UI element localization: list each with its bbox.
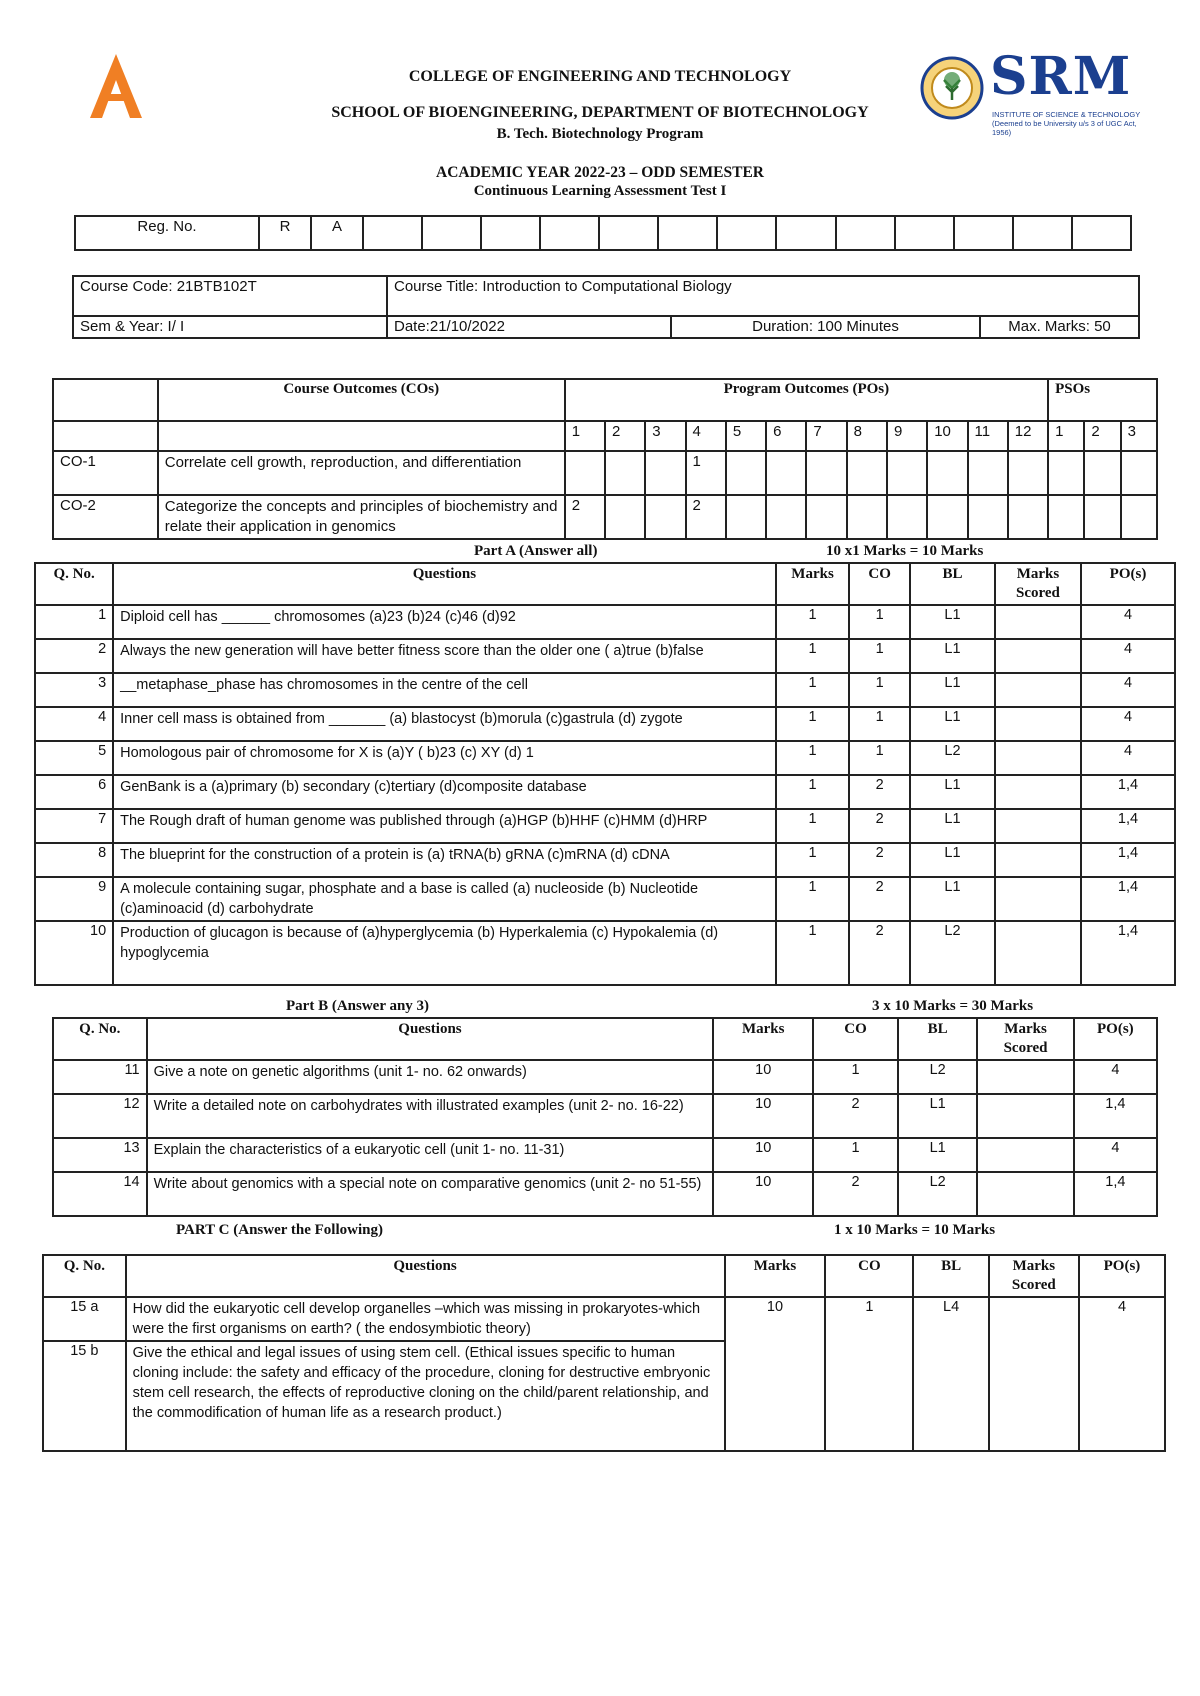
question-marks: 1	[776, 775, 850, 809]
reg-digit[interactable]	[717, 216, 776, 250]
co-header: Course Outcomes (COs)	[158, 379, 565, 421]
marks-scored-cell[interactable]	[995, 843, 1081, 877]
marks-scored-cell[interactable]	[995, 775, 1081, 809]
question-co: 1	[813, 1060, 898, 1094]
co-id: CO-1	[53, 451, 158, 495]
question-co: 2	[849, 921, 910, 985]
question-text: Diploid cell has ______ chromosomes (a)23 (b)24 (c)46 (d)92	[113, 605, 776, 639]
po-number: 1	[565, 421, 605, 451]
college-title: COLLEGE OF ENGINEERING AND TECHNOLOGY	[408, 68, 792, 85]
question-marks: 1	[776, 809, 850, 843]
column-header: CO	[825, 1255, 913, 1297]
question-bl: L1	[898, 1138, 977, 1172]
question-marks: 1	[776, 877, 850, 921]
question-po: 1,4	[1081, 809, 1175, 843]
question-po: 1,4	[1081, 877, 1175, 921]
question-number: 6	[35, 775, 113, 809]
part-c-table	[42, 1254, 1166, 1452]
co-po-value	[968, 451, 1008, 495]
question-marks: 10	[713, 1060, 813, 1094]
column-header: CO	[849, 563, 910, 605]
question-co: 2	[849, 877, 910, 921]
pso-number: 3	[1121, 421, 1157, 451]
outcomes-table	[52, 378, 1158, 540]
po-number: 9	[887, 421, 927, 451]
question-po: 4	[1081, 707, 1175, 741]
question-text: __metaphase_phase has chromosomes in the centre of the cell	[113, 673, 776, 707]
question-marks: 1	[776, 921, 850, 985]
question-row	[35, 673, 1175, 707]
question-number: 15 b	[43, 1341, 126, 1451]
co-po-value	[565, 451, 605, 495]
question-bl: L1	[910, 673, 995, 707]
question-row	[35, 707, 1175, 741]
question-row	[35, 639, 1175, 673]
co-row	[53, 495, 1157, 539]
column-header: Questions	[147, 1018, 714, 1060]
question-co: 1	[849, 673, 910, 707]
question-po: 1,4	[1074, 1094, 1157, 1138]
column-header: Q. No.	[35, 563, 113, 605]
question-number: 13	[53, 1138, 147, 1172]
question-co: 2	[849, 809, 910, 843]
part-a-marks: 10 x1 Marks = 10 Marks	[826, 543, 984, 559]
question-bl: L1	[910, 843, 995, 877]
question-marks: 1	[776, 843, 850, 877]
marks-scored-cell[interactable]	[995, 707, 1081, 741]
question-row	[35, 605, 1175, 639]
question-po: 4	[1074, 1060, 1157, 1094]
srm-wordmark: SRM	[990, 46, 1132, 107]
question-number: 10	[35, 921, 113, 985]
test-title: Continuous Learning Assessment Test I	[473, 183, 727, 199]
co-po-value	[605, 451, 645, 495]
question-co: 1	[849, 707, 910, 741]
co-po-value	[927, 451, 967, 495]
column-header: Q. No.	[43, 1255, 126, 1297]
marks-scored-cell[interactable]	[977, 1060, 1073, 1094]
co-pso-value	[1121, 451, 1157, 495]
reg-digit[interactable]	[1013, 216, 1072, 250]
question-number: 2	[35, 639, 113, 673]
question-text: Homologous pair of chromosome for X is (a)Y ( b)23 (c) XY (d) 1	[113, 741, 776, 775]
question-text: A molecule containing sugar, phosphate and a base is called (a) nucleoside (b) Nucleotide (c)aminoacid (d) carbohydrate	[113, 877, 776, 921]
co-po-value: 1	[686, 451, 726, 495]
co-po-value	[605, 495, 645, 539]
co-po-value	[766, 495, 806, 539]
column-header: CO	[813, 1018, 898, 1060]
column-header: Questions	[113, 563, 776, 605]
question-row	[53, 1172, 1157, 1216]
marks-scored-cell[interactable]	[995, 877, 1081, 921]
question-bl: L2	[910, 921, 995, 985]
co-po-value	[726, 495, 766, 539]
question-row	[35, 741, 1175, 775]
co-pso-value	[1084, 495, 1120, 539]
question-text: Explain the characteristics of a eukaryotic cell (unit 1- no. 11-31)	[147, 1138, 714, 1172]
question-bl: L1	[910, 877, 995, 921]
co-po-value	[1008, 495, 1048, 539]
question-co: 1	[813, 1138, 898, 1172]
question-row	[35, 775, 1175, 809]
reg-digit[interactable]	[1072, 216, 1131, 250]
course-info-table	[72, 275, 1140, 339]
question-po: 4	[1081, 605, 1175, 639]
question-marks: 10	[713, 1138, 813, 1172]
question-row	[43, 1297, 1165, 1341]
question-row	[35, 921, 1175, 985]
question-number: 5	[35, 741, 113, 775]
marks-scored-cell[interactable]	[995, 809, 1081, 843]
question-number: 4	[35, 707, 113, 741]
reg-a: A	[311, 216, 363, 250]
part-c-title: PART C (Answer the Following)	[176, 1222, 383, 1238]
co-pso-value	[1121, 495, 1157, 539]
part-b-marks: 3 x 10 Marks = 30 Marks	[872, 998, 1034, 1014]
question-po: 1,4	[1074, 1172, 1157, 1216]
question-bl: L4	[913, 1297, 988, 1451]
srm-subtitle: INSTITUTE OF SCIENCE & TECHNOLOGY (Deemed to be University u/s 3 of UGC Act, 1956)	[992, 110, 1141, 137]
column-header: PO(s)	[1081, 563, 1175, 605]
pso-number: 2	[1084, 421, 1120, 451]
po-number: 8	[847, 421, 887, 451]
academic-year: ACADEMIC YEAR 2022-23 – ODD SEMESTER	[436, 164, 764, 181]
reg-digit[interactable]	[599, 216, 658, 250]
reg-no-table	[74, 215, 1132, 251]
marks-scored-cell[interactable]	[995, 605, 1081, 639]
marks-scored-cell[interactable]	[977, 1172, 1073, 1216]
question-po: 4	[1081, 639, 1175, 673]
question-bl: L1	[910, 639, 995, 673]
srm-logo	[920, 46, 1150, 137]
co-po-value	[927, 495, 967, 539]
question-po: 1,4	[1081, 921, 1175, 985]
course-code: Course Code: 21BTB102T	[73, 276, 387, 316]
question-co: 1	[849, 605, 910, 639]
question-marks: 1	[776, 639, 850, 673]
question-text: Always the new generation will have better fitness score than the older one ( a)true (b)false	[113, 639, 776, 673]
column-header: Questions	[126, 1255, 725, 1297]
po-number: 5	[726, 421, 766, 451]
question-number: 3	[35, 673, 113, 707]
co-po-value	[806, 451, 846, 495]
marks-scored-cell[interactable]	[995, 639, 1081, 673]
co-po-value: 2	[565, 495, 605, 539]
question-text: Give a note on genetic algorithms (unit 1- no. 62 onwards)	[147, 1060, 714, 1094]
co-po-value: 2	[686, 495, 726, 539]
column-header: Marks Scored	[977, 1018, 1073, 1060]
question-number: 11	[53, 1060, 147, 1094]
question-text: The Rough draft of human genome was published through (a)HGP (b)HHF (c)HMM (d)HRP	[113, 809, 776, 843]
question-bl: L1	[910, 605, 995, 639]
question-text: How did the eukaryotic cell develop organelles –which was missing in prokaryotes-which were the first organisms on earth? ( the endosymbiotic theory)	[126, 1297, 725, 1341]
co-po-value	[847, 451, 887, 495]
question-marks: 1	[776, 605, 850, 639]
question-co: 2	[813, 1094, 898, 1138]
po-number: 7	[806, 421, 846, 451]
question-co: 2	[849, 843, 910, 877]
question-co: 1	[849, 639, 910, 673]
question-row	[53, 1138, 1157, 1172]
school-title: SCHOOL OF BIOENGINEERING, DEPARTMENT OF BIOTECHNOLOGY	[331, 104, 869, 121]
question-po: 4	[1081, 673, 1175, 707]
column-header: BL	[898, 1018, 977, 1060]
question-co: 2	[849, 775, 910, 809]
reg-no-label: Reg. No.	[75, 216, 259, 250]
question-po: 4	[1081, 741, 1175, 775]
marks-scored-cell[interactable]	[977, 1138, 1073, 1172]
reg-digit[interactable]	[836, 216, 895, 250]
question-row	[35, 843, 1175, 877]
question-co: 1	[825, 1297, 913, 1451]
po-number: 6	[766, 421, 806, 451]
max-marks: Max. Marks: 50	[980, 316, 1139, 338]
part-b-title: Part B (Answer any 3)	[286, 998, 430, 1014]
column-header: Marks Scored	[989, 1255, 1079, 1297]
course-title: Course Title: Introduction to Computational Biology	[387, 276, 1139, 316]
question-text: The blueprint for the construction of a protein is (a) tRNA(b) gRNA (c)mRNA (d) cDNA	[113, 843, 776, 877]
reg-digit[interactable]	[363, 216, 422, 250]
question-row	[53, 1060, 1157, 1094]
question-number: 9	[35, 877, 113, 921]
question-bl: L1	[910, 809, 995, 843]
question-text: Production of glucagon is because of (a)hyperglycemia (b) Hyperkalemia (c) Hypokalemia (d) hypoglycemia	[113, 921, 776, 985]
marks-scored-cell[interactable]	[995, 673, 1081, 707]
question-marks: 1	[776, 741, 850, 775]
co-po-value	[726, 451, 766, 495]
exam-date: Date:21/10/2022	[387, 316, 671, 338]
po-number: 2	[605, 421, 645, 451]
program-title: B. Tech. Biotechnology Program	[496, 126, 704, 142]
question-po: 4	[1074, 1138, 1157, 1172]
co-row	[53, 451, 1157, 495]
question-bl: L2	[898, 1172, 977, 1216]
duration: Duration: 100 Minutes	[671, 316, 980, 338]
question-marks: 10	[713, 1094, 813, 1138]
question-po: 4	[1079, 1297, 1165, 1451]
reg-r: R	[259, 216, 311, 250]
reg-digit[interactable]	[481, 216, 540, 250]
question-bl: L1	[910, 707, 995, 741]
co-po-value	[887, 495, 927, 539]
question-marks: 10	[725, 1297, 826, 1451]
reg-digit[interactable]	[658, 216, 717, 250]
co-id: CO-2	[53, 495, 158, 539]
question-co: 1	[849, 741, 910, 775]
co-po-value	[887, 451, 927, 495]
co-po-value	[766, 451, 806, 495]
co-text: Correlate cell growth, reproduction, and differentiation	[158, 451, 565, 495]
po-number: 3	[645, 421, 685, 451]
co-text: Categorize the concepts and principles of biochemistry and relate their application in genomics	[158, 495, 565, 539]
marks-scored-cell[interactable]	[977, 1094, 1073, 1138]
co-po-value	[968, 495, 1008, 539]
question-number: 1	[35, 605, 113, 639]
column-header: PO(s)	[1079, 1255, 1165, 1297]
question-text: Write about genomics with a special note on comparative genomics (unit 2- no 51-55)	[147, 1172, 714, 1216]
question-bl: L2	[898, 1060, 977, 1094]
po-header: Program Outcomes (POs)	[565, 379, 1048, 421]
column-header: Marks	[725, 1255, 826, 1297]
co-pso-value	[1048, 495, 1084, 539]
reg-digit[interactable]	[776, 216, 835, 250]
column-header: PO(s)	[1074, 1018, 1157, 1060]
question-po: 1,4	[1081, 775, 1175, 809]
co-pso-value	[1048, 451, 1084, 495]
pso-header: PSOs	[1048, 379, 1157, 421]
column-header: Marks	[713, 1018, 813, 1060]
sem-year: Sem & Year: I/ I	[73, 316, 387, 338]
column-header: BL	[913, 1255, 988, 1297]
part-c-marks: 1 x 10 Marks = 10 Marks	[834, 1222, 996, 1238]
part-b-table	[52, 1017, 1158, 1217]
question-co: 2	[813, 1172, 898, 1216]
co-po-value	[1008, 451, 1048, 495]
question-row	[53, 1094, 1157, 1138]
column-header: Q. No.	[53, 1018, 147, 1060]
table-header-row	[35, 563, 1175, 605]
marks-scored-cell[interactable]	[995, 921, 1081, 985]
question-text: GenBank is a (a)primary (b) secondary (c)tertiary (d)composite database	[113, 775, 776, 809]
reg-digit[interactable]	[895, 216, 954, 250]
part-a-title: Part A (Answer all)	[474, 543, 598, 559]
question-bl: L1	[910, 775, 995, 809]
question-marks: 1	[776, 707, 850, 741]
marks-scored-cell[interactable]	[989, 1297, 1079, 1451]
question-bl: L1	[898, 1094, 977, 1138]
question-text: Give the ethical and legal issues of using stem cell. (Ethical issues specific to human cloning include: the safety and efficacy of the procedure, cloning for destructive embryonic stem cell research, the effects of reproductive cloning on the child/parent relationship, and the commodification of human life as a research product.)	[126, 1341, 725, 1451]
question-row	[35, 877, 1175, 921]
question-text: Write a detailed note on carbohydrates with illustrated examples (unit 2- no. 16-22)	[147, 1094, 714, 1138]
co-po-value	[806, 495, 846, 539]
co-po-value	[645, 495, 685, 539]
po-number: 11	[968, 421, 1008, 451]
co-po-value	[847, 495, 887, 539]
question-number: 14	[53, 1172, 147, 1216]
reg-digit[interactable]	[422, 216, 481, 250]
po-number: 10	[927, 421, 967, 451]
table-header-row	[53, 1018, 1157, 1060]
marks-scored-cell[interactable]	[995, 741, 1081, 775]
question-number: 15 a	[43, 1297, 126, 1341]
question-number: 8	[35, 843, 113, 877]
question-bl: L2	[910, 741, 995, 775]
column-header: BL	[910, 563, 995, 605]
po-number: 4	[686, 421, 726, 451]
question-marks: 10	[713, 1172, 813, 1216]
question-po: 1,4	[1081, 843, 1175, 877]
co-pso-value	[1084, 451, 1120, 495]
pso-number: 1	[1048, 421, 1084, 451]
question-number: 7	[35, 809, 113, 843]
co-po-value	[645, 451, 685, 495]
part-a-table	[34, 562, 1176, 986]
question-number: 12	[53, 1094, 147, 1138]
question-marks: 1	[776, 673, 850, 707]
column-header: Marks	[776, 563, 850, 605]
po-number: 12	[1008, 421, 1048, 451]
reg-digit[interactable]	[540, 216, 599, 250]
table-header-row	[43, 1255, 1165, 1297]
question-text: Inner cell mass is obtained from _______ (a) blastocyst (b)morula (c)gastrula (d) zygote	[113, 707, 776, 741]
column-header: Marks Scored	[995, 563, 1081, 605]
reg-digit[interactable]	[954, 216, 1013, 250]
question-row	[35, 809, 1175, 843]
